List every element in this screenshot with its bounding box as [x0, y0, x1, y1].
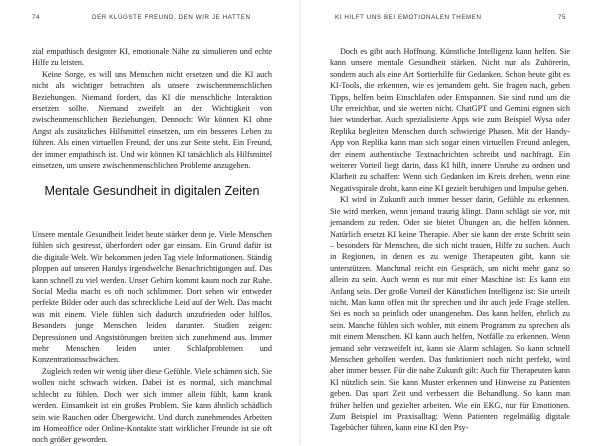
paragraph: Doch es gibt auch Hoffnung. Künstliche Intelligenz kann helfen. Sie kann unsere mentale Gesundheit stärken. Nicht nur als Zuhörerin, sondern auch als eine Art Sortierhilfe für Gedanken. Schon heute gibt es KI-Tools, die erkennen, wie es jemandem geht. Sie fragen nach, geben Tipps, helfen beim Einschlafen oder Entspannen. Sie sind rund um die Uhr erreichbar, und sie werten nicht. ChatGPT und Gemini eignen sich hier wunderbar. Auch spezialisierte Apps wie zum Beispiel Wysa oder Replika begleiten Menschen durch schwierige Phasen. Mit der Handy-App von Replika kann man sich sogar einen virtuellen Freund anlegen, der einem authentische Textnachrichten schreibt und nachfragt. Ein weiterer Vorteil liegt darin, dass KI hilft, innere Unruhe zu ordnen und Klarheit zu schaffen: Wenn sich Gedanken im Kreis drehen, wenn eine Negativspirale droht, kann eine KI gezielt beruhigen und Impulse geben.	[330, 47, 570, 193]
left-bottom-text	[32, 229, 272, 446]
left-top-text	[32, 46, 272, 171]
right-running-title: KI HILFT UNS BEI EMOTIONALEN THEMEN	[335, 14, 482, 21]
right-page	[300, 0, 600, 445]
paragraph: Zugleich reden wir wenig über diese Gefühle. Viele schämen sich. Sie wollen nicht schwach wirken. Dabei ist es normal, sich manchmal schlecht zu fühlen. Doch wer sich immer allein fühlt, kann krank werden. Einsamkeit ist ein großes Problem. Sie kann ähnlich schädlich sein wie Rauchen oder Übergewicht. Und durch zunehmendes Arbeiten im Homeoffice oder Online-Kontakte statt wirklicher Freunde ist sie oft noch größer geworden.	[32, 366, 272, 445]
left-running-title: DER KLÜGSTE FREUND, DEN WIR JE HATTEN	[92, 14, 251, 21]
paragraph: Keine Sorge, es will uns Menschen nicht ersetzen und die KI auch nicht als wichtiger betrachten als unsere zwischenmenschlichen Beziehungen. Niemand fordert, das KI die menschliche Interaktion ersetzen sollte. Niemand zweifelt an der Wichtigkeit von zwischenmenschlichen Beziehungen. Dennoch: Wir können KI ohne Angst als zusätzliches Hilfsmittel einsetzen, um ein besseres Leben zu führen. Als einen virtuellen Freund, der uns zur Seite steht. Ein Freund, der immer empathisch ist. Und wir können KI tatsächlich als Hilfsmittel einsetzen, um unsere zwischenmenschlichen Probleme anzugehen.	[32, 69, 272, 171]
paragraph: KI wird in Zukunft auch immer besser darin, Gefühle zu erkennen. Sie wird merken, wenn jemand traurig klingt. Dann schlägt sie vor, mit jemandem zu reden. Oder sie bietet Übungen an, die helfen können. Natürlich ersetzt KI keine Therapie. Aber sie kann der erste Schritt sein – besonders für Menschen, die sich nicht trauen, Hilfe zu suchen. Auch in Regionen, in denen es zu wenige Therapeuten gibt, kann sie unterstützen. Manchmal reicht ein Gespräch, um nicht mehr ganz so allein zu sein. Auch wenn es nur mit einer Maschine ist: Es kann ein Anfang sein. Der große Vorteil der Künstlichen Intelligenz ist: Sie urteilt nicht. Man kann offen mit ihr sprechen und ihr auch jede Frage stellen. Sei es noch so peinlich oder unangenehm. Das kann helfen, ehrlich zu sein. Manche fühlen sich wohler, mit einem Programm zu sprechen als mit einem Menschen. KI kann auch helfen, Notfälle zu erkennen. Wenn jemand sehr verzweifelt ist, kann sie Alarm schlagen. So kann schnell Menschen geholfen werden. Das funktioniert noch nicht perfekt, wird aber immer besser. Für die nahe Zukunft gilt: Auch für Therapeuten kann KI nützlich sein. Sie kann Muster erkennen und Hinweise zu Patienten geben. Das spart Zeit und verbessert die Behandlung. So kann man früher helfen und gezielter arbeiten. Wie ein EKG, nur für Emotionen. Zum Beispiel im Praxisalltag: Wenn Patienten regelmäßig digitale Tagebücher führen, kann eine KI den Psy-	[330, 195, 570, 433]
left-page	[0, 0, 300, 445]
paragraph: Unsere mentale Gesundheit leidet heute stärker denn je. Viele Menschen fühlen sich gestresst, überfordert oder gar einsam. Ein Grund dafür ist die digitale Welt. Wir bekommen jeden Tag viele Informationen. Ständig ploppen auf unseren Handys irgendwelche Benachrichtigungen auf. Das kann schnell zu viel werden. Unser Gehirn kommt kaum noch zur Ruhe. Social Media macht es oft noch schlimmer. Dort sehen wir entweder perfekte Bilder oder auch das schreckliche Leid auf der Welt. Das macht was mit einem. Viele fühlen sich dadurch unzufrieden oder hilflos. Besonders junge Menschen leiden darunter. Studien zeigen: Depressionen und Angststörungen breiten sich zunehmend aus. Immer mehr Menschen leiden unter Schlafproblemen und Konzentrationsschwächen.	[32, 230, 272, 365]
right-page-number: 75	[558, 14, 567, 21]
right-text	[330, 46, 570, 434]
left-page-number: 74	[32, 14, 41, 21]
section-title: Mentale Gesundheit in digitalen Zeiten	[44, 184, 260, 198]
paragraph: zial empathisch designter KI, emotionale Nähe zu simulieren und echte Hilfe zu leisten.	[32, 47, 272, 68]
